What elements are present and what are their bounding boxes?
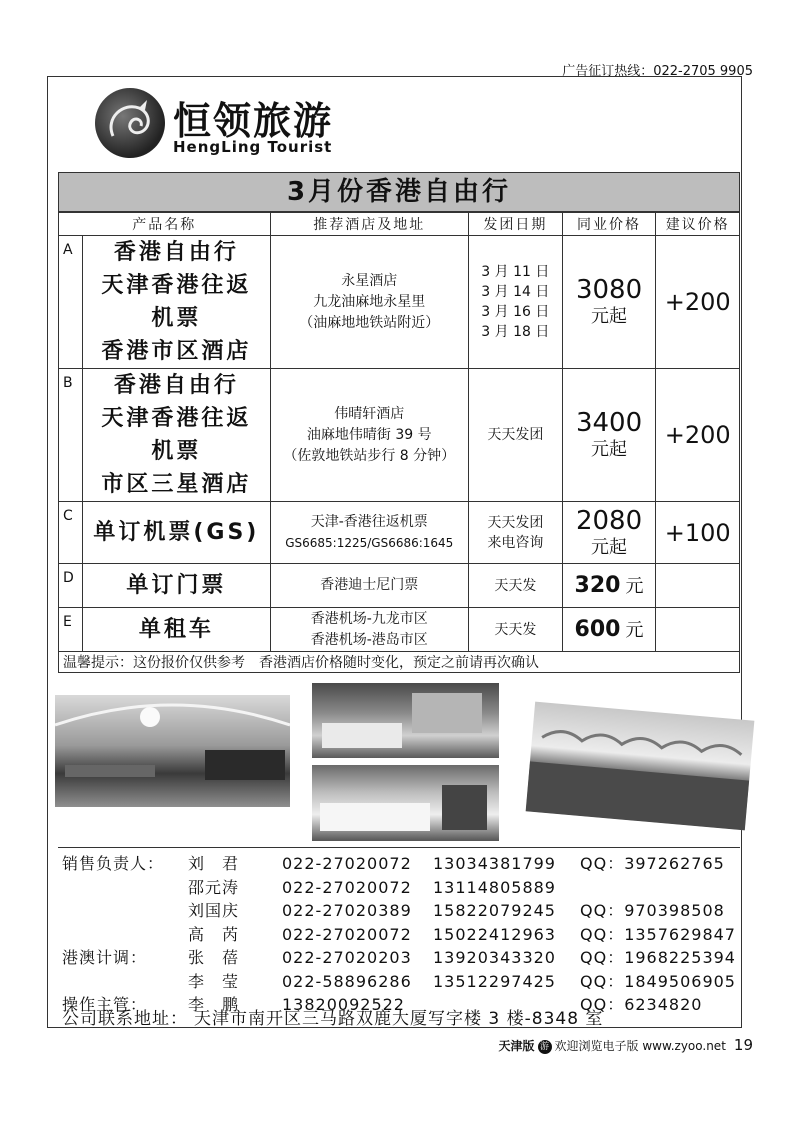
departure-dates xyxy=(469,502,563,564)
product-name xyxy=(83,564,270,608)
header-suggested-price: 建议价格 xyxy=(656,213,740,236)
contact-role: 操作主管： xyxy=(62,995,148,1014)
contact-qq: QQ：1357629847 xyxy=(580,924,736,944)
name-line: 天津香港往返 xyxy=(101,273,252,298)
price-unit: 元起 xyxy=(591,439,628,460)
hotel-line: 香港机场-港岛市区 xyxy=(310,631,428,648)
divider xyxy=(58,847,740,848)
product-name xyxy=(83,608,270,652)
table-row xyxy=(59,564,740,608)
ad-hotline: 广告征订热线：022-2705 9905 xyxy=(562,64,753,79)
price-value: 3080 xyxy=(575,275,643,305)
contact-phone: 022-27020072 xyxy=(282,854,412,873)
trade-price xyxy=(562,564,656,608)
name-line: 单订门票 xyxy=(126,573,227,598)
contact-list xyxy=(62,852,752,1017)
row-letter: C xyxy=(59,502,83,564)
hotel-line: 永星酒店 xyxy=(341,272,398,289)
contact-person: 邵元涛 xyxy=(188,877,240,897)
departure-dates xyxy=(469,564,563,608)
contact-mobile: 13512297425 xyxy=(433,971,556,991)
row-letter: A xyxy=(59,236,83,369)
tip-row xyxy=(59,652,740,673)
price-value: 2080 xyxy=(575,505,643,536)
header-hotel: 推荐酒店及地址 xyxy=(270,213,468,236)
page-number: 19 xyxy=(733,1036,753,1054)
contact-qq: QQ：397262765 xyxy=(580,854,725,873)
departure-dates xyxy=(469,236,563,369)
edition-label: 天津版 xyxy=(498,1039,535,1053)
date-line: 3 月 18 日 xyxy=(481,324,550,340)
name-line: 香港市区酒店 xyxy=(101,339,252,364)
contact-person: 刘 君 xyxy=(188,854,240,873)
page-footer xyxy=(499,1036,753,1054)
suggested-price: +200 xyxy=(656,236,740,369)
contact-row xyxy=(62,946,752,970)
name-line: 天津香港往返 xyxy=(101,406,252,431)
product-table xyxy=(58,212,740,673)
price-value: 600 xyxy=(574,616,621,642)
hotel-line: （佐敦地铁站步行 8 分钟） xyxy=(283,447,456,464)
contact-person: 李 鹏 xyxy=(188,995,240,1014)
contact-row xyxy=(62,899,752,923)
brand-name-cn: 恒领旅游 xyxy=(173,99,334,143)
contact-person: 高 芮 xyxy=(188,924,240,944)
hotel-line: 香港机场-九龙市区 xyxy=(310,610,428,627)
date-line: 3 月 14 日 xyxy=(481,284,550,300)
contact-row xyxy=(62,970,752,994)
date-line: 天天发团 xyxy=(487,427,544,443)
brand-name-en: HengLing Tourist xyxy=(173,138,333,156)
dragon-icon xyxy=(95,88,165,158)
address-label: 公司联系地址： xyxy=(62,1009,188,1029)
brand-badge-icon: 游 xyxy=(538,1040,552,1054)
hotel-lobby-photo xyxy=(55,695,290,807)
contact-qq: QQ：970398508 xyxy=(580,901,725,920)
row-letter: D xyxy=(59,564,83,608)
hotel-room-photo xyxy=(312,765,499,841)
suggested-price xyxy=(656,608,740,652)
tip-text: 温馨提示：这份报价仅供参考 香港酒店价格随时变化，预定之前请再次确认 xyxy=(59,652,740,673)
table-row xyxy=(59,369,740,502)
company-address xyxy=(62,1004,603,1029)
contact-row xyxy=(62,852,752,876)
hotel-line: 天津-香港往返机票 xyxy=(310,513,428,530)
name-line: 香港自由行 xyxy=(113,373,239,398)
suggested-price: +100 xyxy=(656,502,740,564)
hotel-address xyxy=(270,236,468,369)
contact-mobile: 15022412963 xyxy=(433,924,556,944)
hotel-address xyxy=(270,608,468,652)
table-title: 3月份香港自由行 xyxy=(58,172,740,212)
product-name xyxy=(83,236,270,369)
contact-role: 港澳计调： xyxy=(62,948,148,967)
row-letter: B xyxy=(59,369,83,502)
table-header-row xyxy=(59,213,740,236)
contact-mobile: 13114805889 xyxy=(433,877,556,897)
table-row xyxy=(59,236,740,369)
contact-person: 张 蓓 xyxy=(188,948,240,967)
trade-price xyxy=(562,608,656,652)
pool-hall-photo xyxy=(526,702,755,831)
hotel-line: 香港迪士尼门票 xyxy=(320,577,419,593)
header-product-name: 产品名称 xyxy=(59,213,271,236)
trade-price xyxy=(562,369,656,502)
price-unit: 元 xyxy=(625,575,644,597)
date-line: 3 月 16 日 xyxy=(481,304,550,320)
trade-price xyxy=(562,502,656,564)
hotel-address xyxy=(270,564,468,608)
price-value: 320 xyxy=(574,572,621,598)
product-name xyxy=(83,502,270,564)
date-line: 天天发团 xyxy=(487,514,544,531)
hotel-line: 伟晴轩酒店 xyxy=(334,405,405,422)
header-trade-price: 同业价格 xyxy=(562,213,656,236)
suggested-price: +200 xyxy=(656,369,740,502)
hotel-line: （油麻地地铁站附近） xyxy=(299,314,440,331)
footer-text: 欢迎浏览电子版 www.zyoo.net xyxy=(554,1039,726,1053)
contact-person: 刘国庆 xyxy=(188,901,240,920)
name-line: 市区三星酒店 xyxy=(101,472,252,497)
contact-phone: 13820092522 xyxy=(282,995,405,1014)
name-line: 单租车 xyxy=(138,617,214,642)
suggested-price xyxy=(656,564,740,608)
header-date: 发团日期 xyxy=(469,213,563,236)
price-unit: 元起 xyxy=(591,306,628,327)
name-line: 机票 xyxy=(151,439,202,464)
date-line: 天天发 xyxy=(494,577,537,594)
hotel-address xyxy=(270,502,468,564)
contact-phone: 022-58896286 xyxy=(282,971,412,991)
table-row xyxy=(59,502,740,564)
hotel-line: 油麻地伟晴街 39 号 xyxy=(306,426,432,443)
flight-codes: GS6685:1225/GS6686:1645 xyxy=(285,535,454,550)
product-name xyxy=(83,369,270,502)
contact-person: 李 莹 xyxy=(188,971,240,991)
product-table-wrap xyxy=(58,172,740,673)
contact-mobile: 13034381799 xyxy=(433,854,556,873)
contact-phone: 022-27020072 xyxy=(282,877,412,897)
price-unit: 元起 xyxy=(591,536,628,558)
departure-dates xyxy=(469,608,563,652)
address-value: 天津市南开区三马路双鹿大厦写字楼 3 楼-8348 室 xyxy=(194,1009,604,1029)
brand-logo xyxy=(95,88,345,160)
contact-phone: 022-27020203 xyxy=(282,948,412,967)
contact-row xyxy=(62,923,752,947)
price-value: 3400 xyxy=(575,408,643,438)
table-row xyxy=(59,608,740,652)
price-unit: 元 xyxy=(625,619,644,641)
date-line: 来电咨询 xyxy=(487,534,544,551)
contact-qq: QQ：6234820 xyxy=(580,995,703,1014)
hotel-line: 九龙油麻地永星里 xyxy=(313,293,426,310)
date-line: 3 月 11 日 xyxy=(481,264,550,280)
trade-price xyxy=(562,236,656,369)
hotel-room-photo xyxy=(312,683,499,758)
photo-collage xyxy=(55,683,755,843)
contact-row xyxy=(62,876,752,900)
contact-qq: QQ：1849506905 xyxy=(580,971,736,991)
name-line: 香港自由行 xyxy=(113,240,239,265)
name-line: 机票 xyxy=(151,306,202,331)
contact-role: 销售负责人： xyxy=(62,854,165,873)
name-line: 单订机票(GS) xyxy=(93,520,260,545)
contact-mobile: 13920343320 xyxy=(433,948,556,967)
departure-dates xyxy=(469,369,563,502)
contact-phone: 022-27020389 xyxy=(282,901,412,920)
row-letter: E xyxy=(59,608,83,652)
contact-qq: QQ：1968225394 xyxy=(580,948,736,967)
hotel-address xyxy=(270,369,468,502)
contact-mobile: 15822079245 xyxy=(433,901,556,920)
date-line: 天天发 xyxy=(494,621,537,638)
contact-phone: 022-27020072 xyxy=(282,924,412,944)
